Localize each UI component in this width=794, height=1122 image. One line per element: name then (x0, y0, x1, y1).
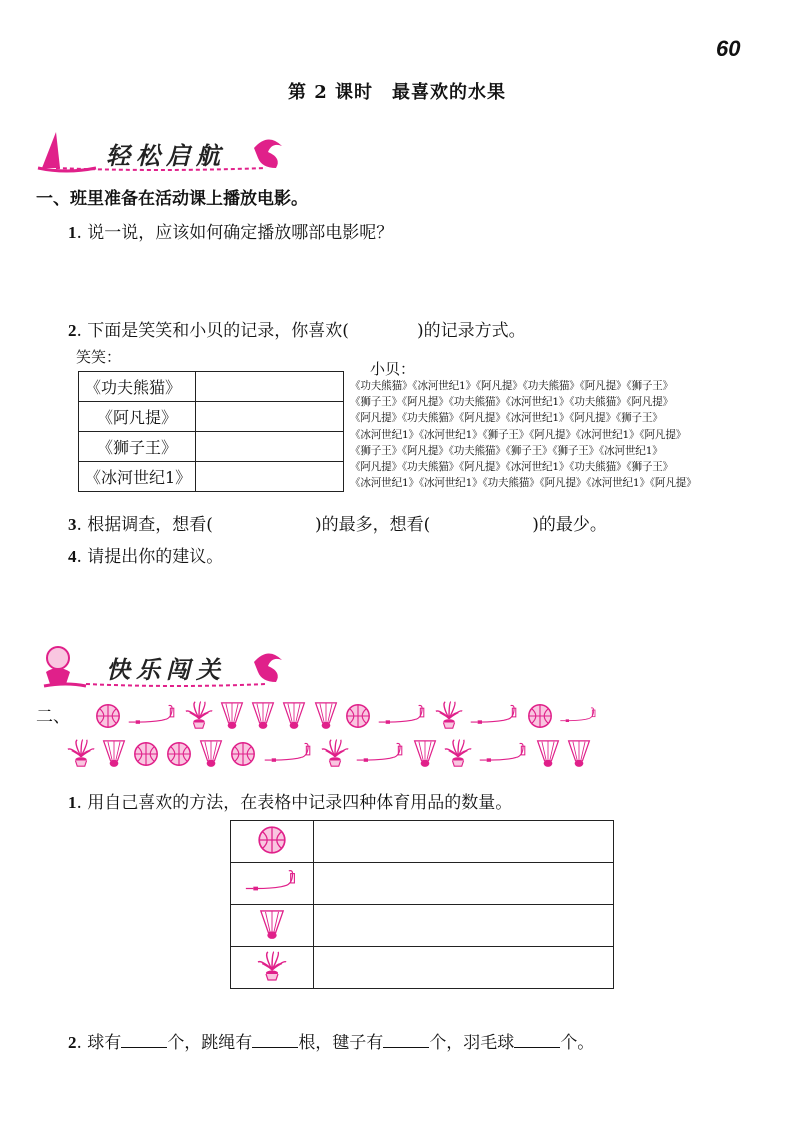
page-number: 60 (716, 36, 741, 61)
banner-qingsong (36, 128, 296, 174)
count-cell[interactable] (314, 821, 614, 863)
movie-row: 《阿凡提》 (79, 402, 196, 432)
record-cell (196, 432, 344, 462)
basketball-icon (526, 702, 554, 730)
basketball-icon (165, 740, 193, 768)
answer-blank[interactable] (252, 1033, 298, 1048)
shuttlecock-icon (258, 907, 286, 941)
jump-rope-icon (355, 740, 407, 768)
jianzi-icon (434, 700, 464, 730)
jianzi-icon (443, 738, 473, 768)
jump-rope-icon (478, 740, 530, 768)
count-row-label (231, 947, 314, 989)
shuttlecock-icon (101, 738, 127, 768)
xiaobei-line: 《阿凡提》《功夫熊猫》《阿凡提》《冰河世纪1》《功夫熊猫》《狮子王》 (350, 461, 674, 474)
question-2-1: 1. 用自己喜欢的方法，在表格中记录四种体育用品的数量。 (68, 793, 513, 813)
answer-blank[interactable] (121, 1033, 167, 1048)
jianzi-icon (256, 950, 288, 982)
banner-kuaile (36, 642, 296, 688)
xiaobei-label: 小贝： (370, 360, 416, 378)
answer-blank[interactable] (383, 1033, 429, 1048)
banner-title: 快乐闯关 (106, 656, 226, 684)
movie-row: 《狮子王》 (79, 432, 196, 462)
jump-rope-icon (377, 702, 429, 730)
count-table (230, 820, 614, 989)
record-cell (196, 372, 344, 402)
count-row-label (231, 821, 314, 863)
record-cell (196, 462, 344, 492)
xiaobei-line: 《狮子王》《阿凡提》《功夫熊猫》《冰河世纪1》《功夫熊猫》《阿凡提》 (350, 396, 674, 409)
shuttlecock-icon (566, 738, 592, 768)
jianzi-icon (66, 738, 96, 768)
count-row-label (231, 905, 314, 947)
shuttlecock-icon (198, 738, 224, 768)
jump-rope-icon (263, 740, 315, 768)
xiaobei-line: 《冰河世纪1》《冰河世纪1》《功夫熊猫》《阿凡提》《冰河世纪1》《阿凡提》 (350, 477, 697, 490)
xiaobei-line: 《功夫熊猫》《冰河世纪1》《阿凡提》《功夫熊猫》《阿凡提》《狮子王》 (350, 380, 674, 392)
question-1-4: 4. 请提出你的建议。 (68, 547, 224, 567)
jianzi-icon (320, 738, 350, 768)
question-1-2: 2. 下面是笑笑和小贝的记录，你喜欢( )的记录方式。 (68, 321, 526, 341)
count-cell[interactable] (314, 863, 614, 905)
items-row-2 (66, 738, 592, 772)
shuttlecock-icon (412, 738, 438, 768)
shuttlecock-icon (281, 700, 307, 730)
items-row-1 (94, 700, 599, 734)
xiaobei-line: 《狮子王》《阿凡提》《功夫熊猫》《狮子王》《狮子王》《冰河世纪1》 (350, 444, 663, 457)
record-cell (196, 402, 344, 432)
jump-rope-icon (469, 702, 521, 730)
question-1-1: 1. 说一说，应该如何确定播放哪部电影呢？ (68, 223, 394, 243)
movie-row: 《功夫熊猫》 (79, 372, 196, 402)
basketball-icon (132, 740, 160, 768)
jump-rope-icon (244, 868, 300, 896)
question-2-2: 2. 球有 个，跳绳有 根，毽子有 个，羽毛球 个。 (68, 1033, 595, 1053)
jianzi-icon (184, 700, 214, 730)
count-cell[interactable] (314, 905, 614, 947)
shuttlecock-icon (313, 700, 339, 730)
basketball-icon (94, 702, 122, 730)
question-1-3: 3. 根据调查，想看( )的最多，想看( )的最少。 (68, 515, 607, 535)
shuttlecock-icon (219, 700, 245, 730)
section2-title: 二、 (36, 707, 70, 727)
count-cell[interactable] (314, 947, 614, 989)
xiaobei-line: 《阿凡提》《功夫熊猫》《阿凡提》《冰河世纪1》《阿凡提》《狮子王》 (350, 412, 663, 425)
xiaobei-line: 《冰河世纪1》《冰河世纪1》《狮子王》《阿凡提》《冰河世纪1》《阿凡提》 (350, 428, 687, 441)
banner-title: 轻松启航 (106, 142, 226, 170)
count-row-label (231, 863, 314, 905)
answer-blank[interactable] (514, 1033, 560, 1048)
xiaoxiao-label: 笑笑： (76, 348, 122, 366)
basketball-icon (229, 740, 257, 768)
xiaoxiao-table (78, 371, 344, 492)
shuttlecock-icon (250, 700, 276, 730)
basketball-icon (256, 824, 288, 856)
movie-row: 《冰河世纪1》 (79, 462, 196, 492)
jump-rope-icon (559, 702, 599, 730)
section1-title: 一、班里准备在活动课上播放电影。 (36, 189, 308, 209)
xiaobei-record (350, 378, 697, 491)
basketball-icon (344, 702, 372, 730)
shuttlecock-icon (535, 738, 561, 768)
jump-rope-icon (127, 702, 179, 730)
lesson-title: 第 2 课时 最喜欢的水果 (287, 82, 507, 103)
